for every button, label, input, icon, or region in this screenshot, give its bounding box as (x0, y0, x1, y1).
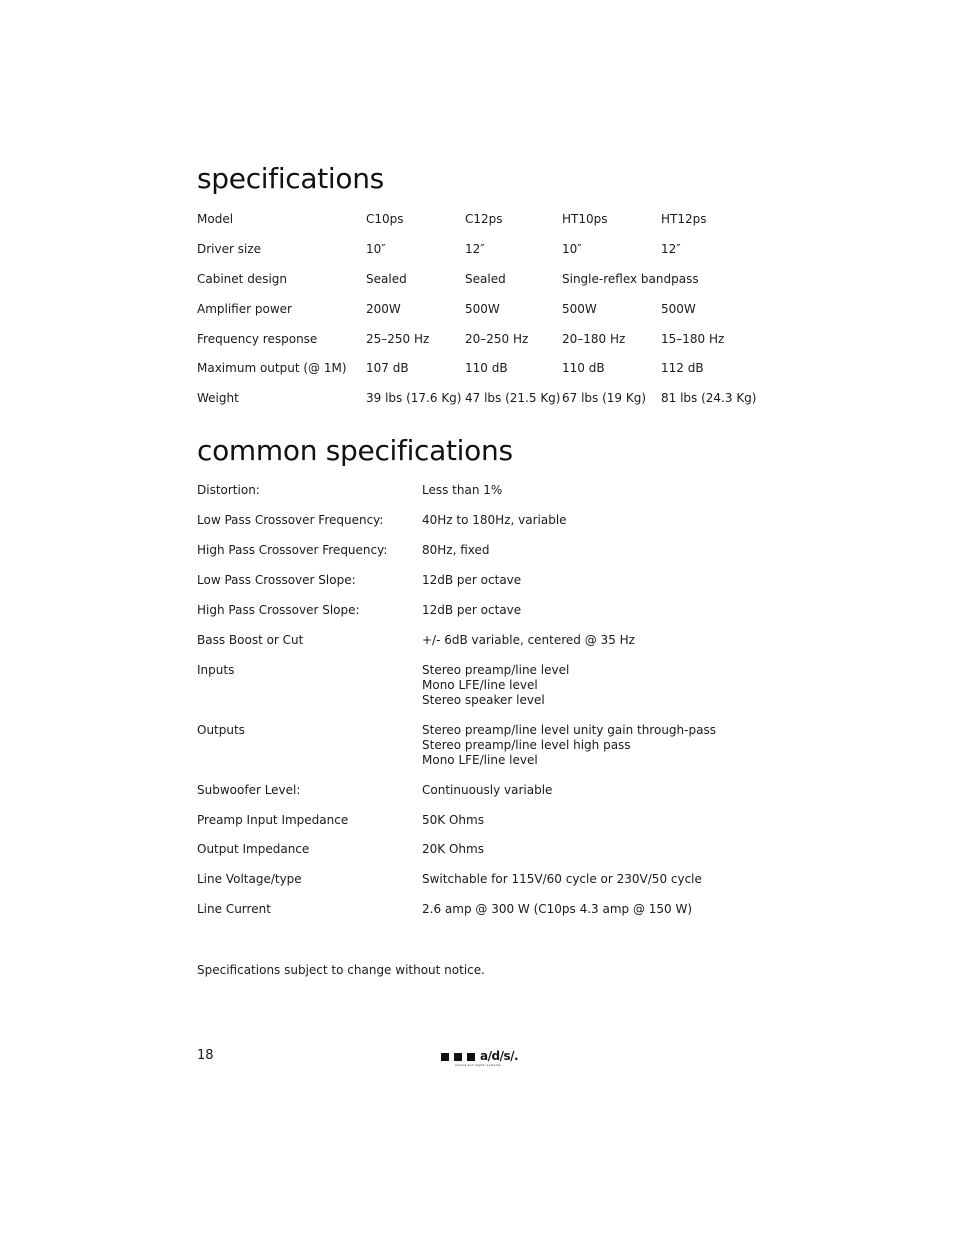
value-line: 50K Ohms (422, 813, 484, 827)
row-label: Maximum output (@ 1M) (197, 361, 347, 375)
spec-label: Bass Boost or Cut (197, 633, 304, 647)
cell: 112 dB (661, 361, 704, 375)
spec-label: Inputs (197, 663, 235, 677)
cell: Single-reflex bandpass (562, 272, 699, 286)
cell: 20–250 Hz (465, 332, 529, 346)
spec-label: Preamp Input Impedance (197, 813, 349, 827)
spec-label: Line Voltage/type (197, 872, 302, 886)
spec-value (422, 573, 521, 588)
spec-value (422, 513, 567, 528)
cell: 110 dB (562, 361, 605, 375)
row-label: Weight (197, 391, 239, 405)
cell: 67 lbs (19 Kg) (562, 391, 647, 405)
spec-label: Low Pass Crossover Frequency: (197, 513, 384, 527)
cell: 107 dB (366, 361, 409, 375)
cell: 25–250 Hz (366, 332, 430, 346)
row-label: Cabinet design (197, 272, 287, 286)
value-line: 40Hz to 180Hz, variable (422, 513, 567, 527)
spec-value (422, 872, 702, 887)
cell: 500W (562, 302, 597, 316)
spec-value (422, 783, 552, 798)
cell: 12″ (465, 242, 485, 256)
cell: 39 lbs (17.6 Kg) (366, 391, 462, 405)
cell: 15–180 Hz (661, 332, 725, 346)
spec-label: Low Pass Crossover Slope: (197, 573, 356, 587)
spec-value (422, 663, 569, 708)
cell: 500W (465, 302, 500, 316)
cell: HT10ps (562, 212, 608, 226)
cell: HT12ps (661, 212, 707, 226)
spec-value (422, 543, 490, 558)
value-line: Mono LFE/line level (422, 678, 538, 692)
value-line: 2.6 amp @ 300 W (C10ps 4.3 amp @ 150 W) (422, 902, 693, 916)
cell: Sealed (465, 272, 506, 286)
row-label: Driver size (197, 242, 262, 256)
spec-value (422, 483, 502, 498)
spec-label: High Pass Crossover Slope: (197, 603, 360, 617)
spec-value (422, 723, 716, 768)
value-line: 12dB per octave (422, 603, 522, 617)
row-label: Amplifier power (197, 302, 292, 316)
value-line: Less than 1% (422, 483, 503, 497)
cell: 500W (661, 302, 696, 316)
spec-value (422, 603, 521, 618)
cell: 12″ (661, 242, 681, 256)
cell: C10ps (366, 212, 404, 226)
spec-label: Subwoofer Level: (197, 783, 301, 797)
cell: 110 dB (465, 361, 508, 375)
spec-label: Output Impedance (197, 842, 310, 856)
spec-label: Line Current (197, 902, 271, 916)
cell: Sealed (366, 272, 407, 286)
cell: 47 lbs (21.5 Kg) (465, 391, 561, 405)
spec-value (422, 813, 484, 828)
footnote: Specifications subject to change without notice. (197, 963, 485, 977)
row-label: Frequency response (197, 332, 318, 346)
spec-value (422, 633, 635, 648)
value-line: Mono LFE/line level (422, 753, 538, 767)
cell: 20–180 Hz (562, 332, 626, 346)
value-line: 12dB per octave (422, 573, 522, 587)
logo-square-icon (454, 1053, 462, 1061)
spec-label: Outputs (197, 723, 245, 737)
spec-value (422, 902, 692, 917)
logo-square-icon (441, 1053, 449, 1061)
logo-tagline: analog and digital systems (455, 1063, 501, 1067)
value-line: Stereo speaker level (422, 693, 545, 707)
value-line: Switchable for 115V/60 cycle or 230V/50 cycle (422, 872, 702, 886)
cell: 10″ (366, 242, 386, 256)
page-number: 18 (197, 1048, 214, 1063)
value-line: 80Hz, fixed (422, 543, 490, 557)
cell: 10″ (562, 242, 582, 256)
cell: 81 lbs (24.3 Kg) (661, 391, 757, 405)
spec-label: Distortion: (197, 483, 260, 497)
spec-label: High Pass Crossover Frequency: (197, 543, 388, 557)
specifications-heading: specifications (197, 162, 384, 195)
logo-square-icon (467, 1053, 475, 1061)
value-line: Stereo preamp/line level (422, 663, 570, 677)
cell: 200W (366, 302, 401, 316)
value-line: Stereo preamp/line level unity gain through-pass (422, 723, 716, 737)
value-line: Continuously variable (422, 783, 553, 797)
ads-logo (441, 1050, 521, 1068)
spec-value (422, 842, 484, 857)
value-line: Stereo preamp/line level high pass (422, 738, 631, 752)
value-line: 20K Ohms (422, 842, 484, 856)
common-specifications-heading: common specifications (197, 434, 513, 467)
row-label: Model (197, 212, 234, 226)
cell: C12ps (465, 212, 503, 226)
value-line: +/- 6dB variable, centered @ 35 Hz (422, 633, 635, 647)
logo-text: a/d/s/. (480, 1049, 519, 1063)
